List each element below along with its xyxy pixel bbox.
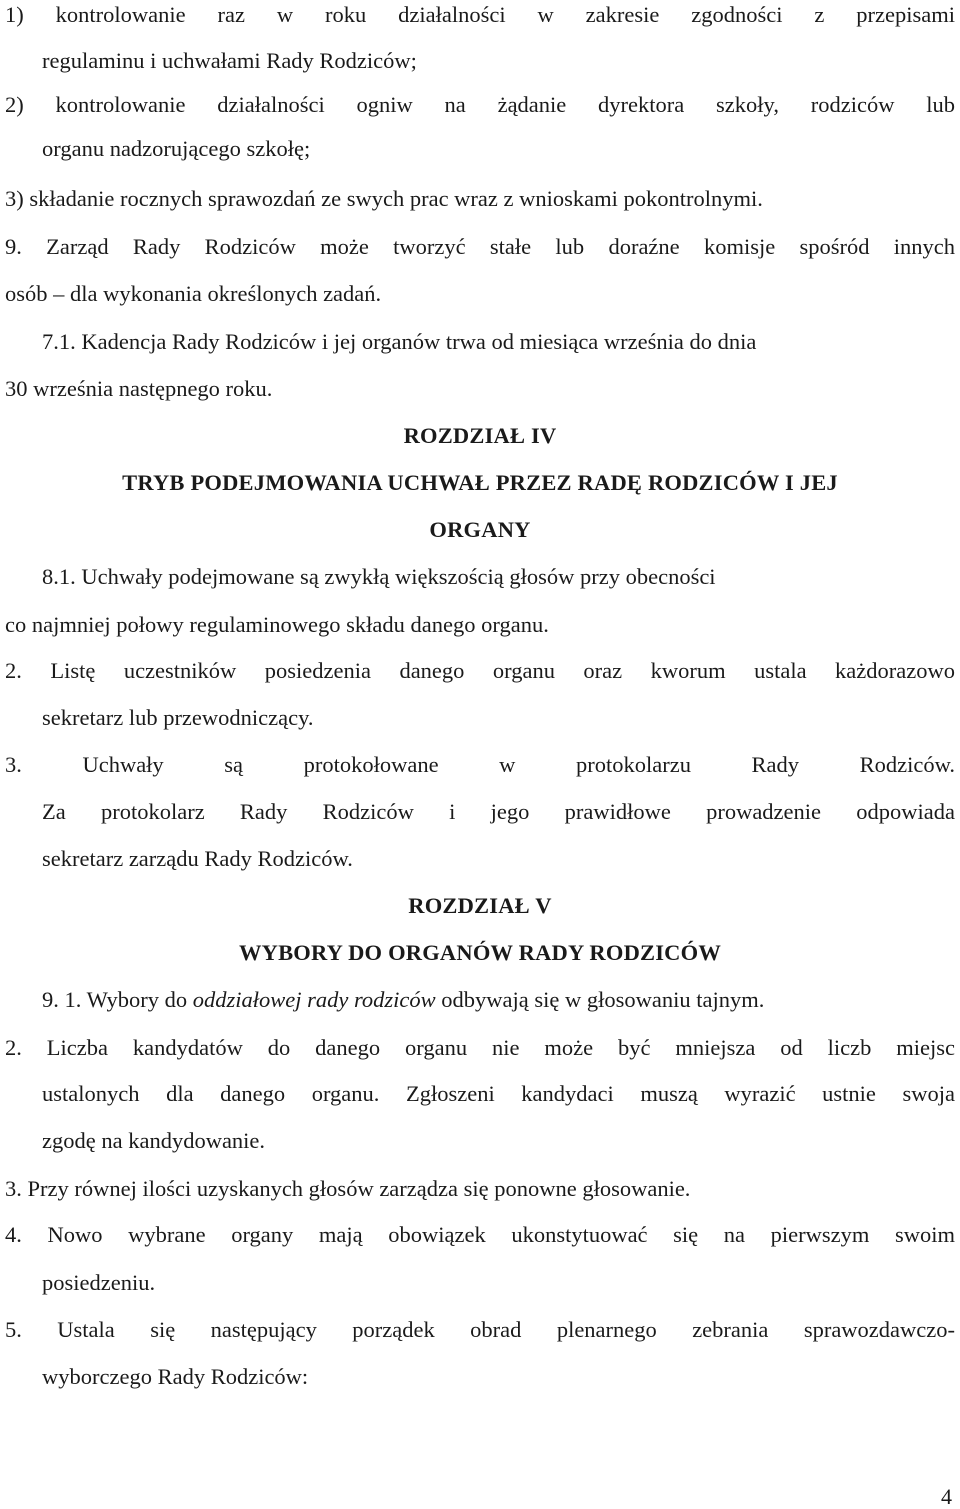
text-line: 3. Przy równej ilości uzyskanych głosów zarządza się ponowne głosowanie. (5, 1176, 691, 1201)
chapter-title: TRYB PODEJMOWANIA UCHWAŁ PRZEZ RADĘ RODZICÓW I JEJ (122, 470, 838, 495)
text-line: organu nadzorującego szkołę; (42, 136, 311, 161)
text-line: 7.1. Kadencja Rady Rodziców i jej organów trwa od miesiąca września do dnia (42, 329, 757, 354)
text-line: 9. Zarząd Rady Rodziców może tworzyć stałe lub doraźne komisje spośród innych (5, 234, 955, 259)
text-line: 3) składanie rocznych sprawozdań ze swych prac wraz z wnioskami pokontrolnymi. (5, 186, 763, 211)
text-line: sekretarz zarządu Rady Rodziców. (42, 846, 353, 871)
text-line: Za protokolarz Rady Rodziców i jego prawidłowe prowadzenie odpowiada (42, 799, 955, 824)
text-line: co najmniej połowy regulaminowego składu danego organu. (5, 612, 549, 637)
text-line: 3. Uchwały są protokołowane w protokolarzu Rady Rodziców. (5, 752, 955, 777)
chapter-heading: ROZDZIAŁ IV (403, 423, 557, 448)
chapter-heading: ROZDZIAŁ V (408, 893, 552, 918)
text-line: posiedzeniu. (42, 1270, 156, 1295)
text-line: 2. Liczba kandydatów do danego organu nie może być mniejsza od liczb miejsc (5, 1035, 955, 1060)
italic-fragment: oddziałowej rady rodziców (192, 987, 436, 1012)
text-fragment: 9. 1. Wybory do (42, 987, 193, 1012)
text-line: zgodę na kandydowanie. (42, 1128, 266, 1153)
text-line: 30 września następnego roku. (5, 376, 273, 401)
text-line (42, 985, 960, 1015)
page-number: 4 (941, 1484, 952, 1509)
text-line: 2) kontrolowanie działalności ogniw na żądanie dyrektora szkoły, rodziców lub (5, 92, 955, 117)
text-line: 2. Listę uczestników posiedzenia danego organu oraz kworum ustala każdorazowo (5, 658, 955, 683)
text-line: 1) kontrolowanie raz w roku działalności w zakresie zgodności z przepisami (5, 2, 955, 27)
text-line: 8.1. Uchwały podejmowane są zwykłą większością głosów przy obecności (42, 564, 716, 589)
text-fragment: odbywają się w głosowaniu tajnym. (435, 987, 765, 1012)
text-line: osób – dla wykonania określonych zadań. (5, 281, 382, 306)
text-line: 5. Ustala się następujący porządek obrad plenarnego zebrania sprawozdawczo- (5, 1317, 955, 1342)
chapter-title: ORGANY (429, 517, 531, 542)
chapter-title: WYBORY DO ORGANÓW RADY RODZICÓW (238, 940, 722, 965)
text-line: regulaminu i uchwałami Rady Rodziców; (42, 48, 417, 73)
text-line: ustalonych dla danego organu. Zgłoszeni kandydaci muszą wyrazić ustnie swoja (42, 1081, 955, 1106)
text-line: 4. Nowo wybrane organy mają obowiązek ukonstytuować się na pierwszym swoim (5, 1222, 955, 1247)
text-line: wyborczego Rady Rodziców: (42, 1364, 309, 1389)
text-line: sekretarz lub przewodniczący. (42, 705, 314, 730)
